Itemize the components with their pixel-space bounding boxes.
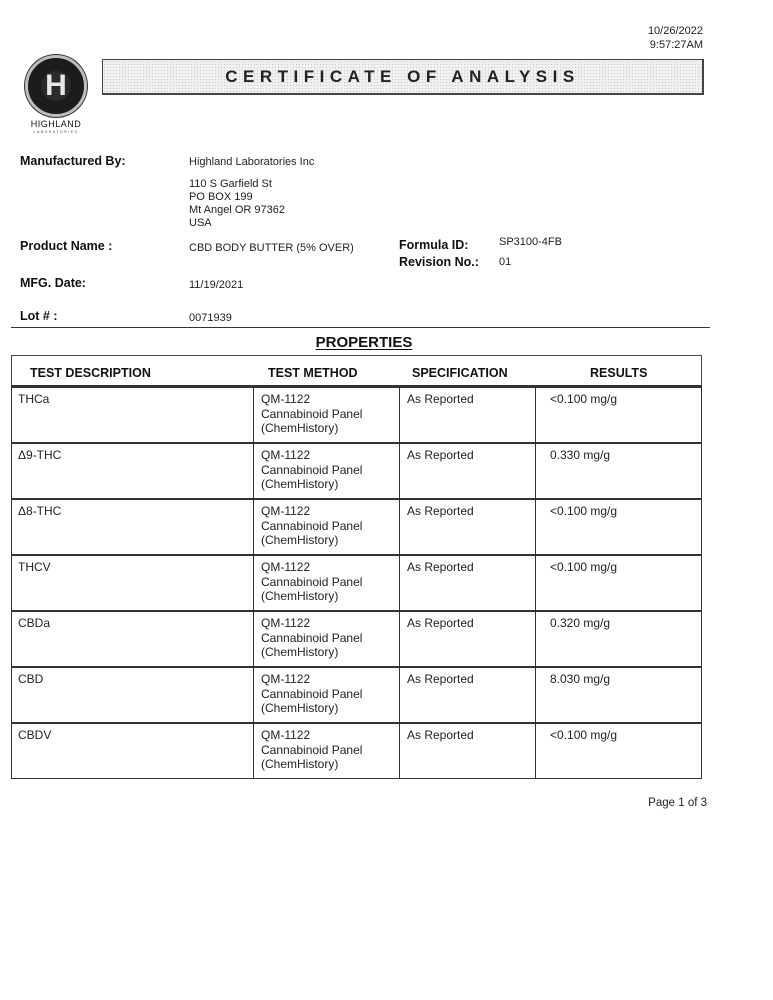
method-name: Cannabinoid Panel: [261, 518, 363, 533]
table-row: [11, 611, 702, 667]
method-source: (ChemHistory): [261, 477, 339, 491]
test-description: CBDV: [18, 728, 52, 742]
formula-id: SP3100-4FB: [499, 236, 562, 248]
method-name: Cannabinoid Panel: [261, 686, 363, 701]
result-value: <0.100 mg/g: [535, 724, 701, 778]
manufacturer-address: [189, 178, 285, 230]
table-header: [11, 355, 702, 386]
formula-id-label: Formula ID:: [399, 238, 469, 252]
address-line: Mt Angel OR 97362: [189, 204, 286, 216]
test-description: CBD: [18, 672, 44, 686]
col-specification: SPECIFICATION: [412, 366, 508, 380]
page-number: Page 1 of 3: [648, 797, 707, 809]
highland-logo: [24, 55, 88, 134]
test-description: Δ9-THC: [18, 448, 62, 462]
col-test-method: TEST METHOD: [268, 366, 358, 380]
specification: As Reported: [399, 556, 535, 610]
specification: As Reported: [399, 500, 535, 554]
address-line: 110 S Garfield St: [189, 178, 272, 190]
method-source: (ChemHistory): [261, 533, 339, 547]
method-code: QM-1122: [261, 392, 311, 406]
method-code: QM-1122: [261, 560, 311, 574]
test-description: THCV: [18, 560, 51, 574]
test-description: THCa: [18, 392, 50, 406]
test-description: Δ8-THC: [18, 504, 62, 518]
method-source: (ChemHistory): [261, 701, 339, 715]
test-description: CBDa: [18, 616, 51, 630]
method-source: (ChemHistory): [261, 589, 339, 603]
header-divider: [11, 327, 710, 328]
revision-number: 01: [499, 256, 512, 268]
print-date: 10/26/2022: [647, 25, 703, 37]
method-name: Cannabinoid Panel: [261, 574, 363, 589]
product-name-label: Product Name :: [20, 239, 113, 253]
specification: As Reported: [399, 612, 535, 666]
method-code: QM-1122: [261, 448, 311, 462]
specification: As Reported: [399, 388, 535, 442]
lot-label: Lot # :: [20, 309, 58, 323]
address-line: USA: [189, 217, 212, 229]
table-row: [11, 499, 702, 555]
table-row: [11, 443, 702, 499]
table-row: [11, 667, 702, 723]
mfg-date: 11/19/2021: [189, 279, 244, 291]
method-source: (ChemHistory): [261, 645, 339, 659]
product-name: CBD BODY BUTTER (5% OVER): [189, 242, 354, 254]
test-method: [253, 388, 399, 442]
table-row: [11, 387, 702, 443]
manufactured-by-label: Manufactured By:: [20, 154, 126, 168]
logo-name: HIGHLAND: [30, 119, 82, 129]
print-time: 9:57:27AM: [649, 39, 703, 51]
revision-label: Revision No.:: [399, 255, 479, 269]
method-code: QM-1122: [261, 728, 311, 742]
logo-subtitle: LABORATORIES: [33, 130, 79, 134]
method-source: (ChemHistory): [261, 421, 339, 435]
properties-heading: PROPERTIES: [315, 334, 413, 351]
method-code: QM-1122: [261, 672, 311, 686]
result-value: 0.320 mg/g: [535, 612, 701, 666]
method-name: Cannabinoid Panel: [261, 630, 363, 645]
print-timestamp: [648, 24, 703, 52]
test-method: [253, 724, 399, 778]
page-title: CERTIFICATE OF ANALYSIS: [225, 67, 580, 86]
title-banner: [102, 59, 704, 95]
result-value: <0.100 mg/g: [535, 388, 701, 442]
test-method: [253, 500, 399, 554]
specification: As Reported: [399, 724, 535, 778]
lot-number: 0071939: [189, 312, 232, 324]
method-name: Cannabinoid Panel: [261, 462, 363, 477]
method-name: Cannabinoid Panel: [261, 406, 363, 421]
logo-emblem-icon: [25, 55, 87, 117]
specification: As Reported: [399, 444, 535, 498]
col-test-description: TEST DESCRIPTION: [30, 366, 151, 380]
mfg-date-label: MFG. Date:: [20, 276, 86, 290]
result-value: 8.030 mg/g: [535, 668, 701, 722]
method-source: (ChemHistory): [261, 757, 339, 771]
manufacturer-name: Highland Laboratories Inc: [189, 156, 315, 168]
address-line: PO BOX 199: [189, 191, 253, 203]
result-value: 0.330 mg/g: [535, 444, 701, 498]
method-name: Cannabinoid Panel: [261, 742, 363, 757]
test-method: [253, 612, 399, 666]
test-method: [253, 556, 399, 610]
method-code: QM-1122: [261, 504, 311, 518]
col-results: RESULTS: [590, 366, 648, 380]
logo-letter: H: [45, 69, 67, 102]
result-value: <0.100 mg/g: [535, 500, 701, 554]
test-method: [253, 668, 399, 722]
test-method: [253, 444, 399, 498]
result-value: <0.100 mg/g: [535, 556, 701, 610]
table-row: [11, 723, 702, 779]
specification: As Reported: [399, 668, 535, 722]
method-code: QM-1122: [261, 616, 311, 630]
table-row: [11, 555, 702, 611]
